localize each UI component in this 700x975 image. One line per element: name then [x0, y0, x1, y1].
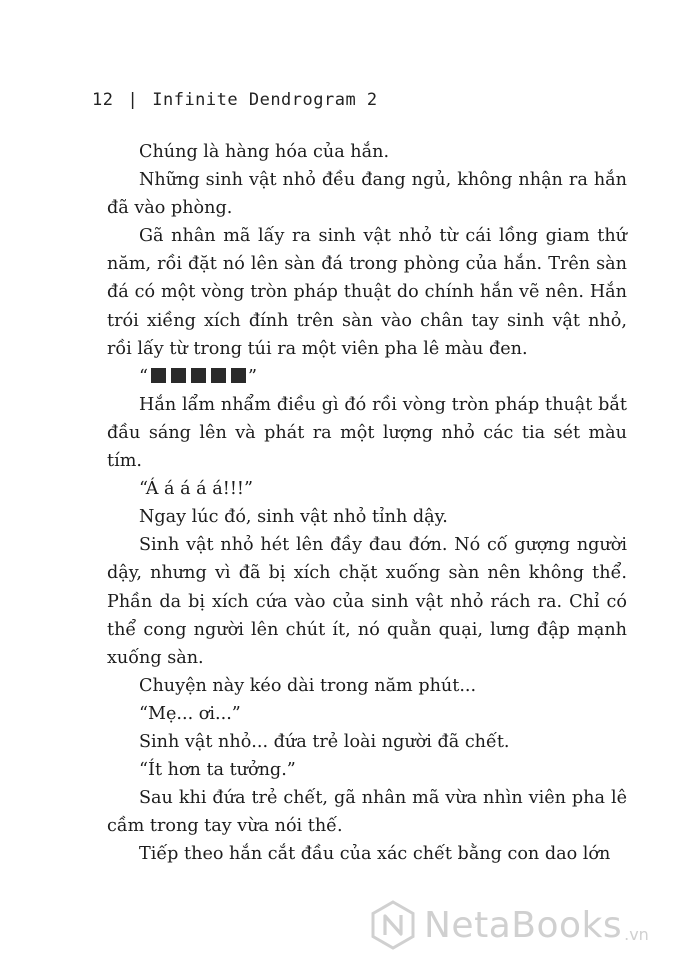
paragraph: Hắn lẩm nhẩm điều gì đó rồi vòng tròn pháp thuật bắt đầu sáng lên và phát ra một lượng nhỏ các tia sét màu tím.	[107, 394, 627, 472]
redaction-block	[211, 368, 226, 383]
paragraph: Gã nhân mã lấy ra sinh vật nhỏ từ cái lồng giam thứ năm, rồi đặt nó lên sàn đá trong phòng của hắn. Trên sàn đá có một vòng tròn pháp thuật do chính hắn vẽ nên. Hắn trói xiềng xích đính trên sàn vào chân tay sinh vật nhỏ, rồi lấy từ trong túi ra một viên pha lê màu đen.	[107, 226, 627, 359]
redaction-blocks	[148, 367, 248, 387]
paragraph: “Mẹ... ơi...”	[139, 703, 241, 724]
book-title: Infinite Dendrogram 2	[152, 90, 378, 110]
redaction-block	[191, 368, 206, 383]
paragraph: Chuyện này kéo dài trong năm phút...	[139, 675, 477, 696]
redaction-block	[231, 368, 246, 383]
publisher-watermark	[370, 900, 649, 950]
running-header	[92, 90, 378, 110]
watermark-suffix: .vn	[624, 925, 649, 944]
paragraph: “Ít hơn ta tưởng.”	[139, 760, 296, 781]
redacted-quote	[107, 363, 627, 391]
redaction-block	[151, 368, 166, 383]
paragraph: Chúng là hàng hóa của hắn.	[139, 142, 390, 162]
paragraph: Tiếp theo hắn cắt đầu của xác chết bằng con dao lớn	[139, 844, 611, 865]
paragraph: Những sinh vật nhỏ đều đang ngủ, không nhận ra hắn đã vào phòng.	[107, 170, 627, 219]
paragraph: “Á á á á á!!!”	[139, 479, 253, 500]
quote-open: “	[139, 366, 148, 387]
paragraph: Sau khi đứa trẻ chết, gã nhân mã vừa nhìn viên pha lê cầm trong tay vừa nói thế.	[107, 788, 627, 837]
paragraph: Ngay lúc đó, sinh vật nhỏ tỉnh dậy.	[139, 507, 448, 528]
netabooks-logo-icon	[370, 900, 416, 950]
paragraph: Sinh vật nhỏ... đứa trẻ loài người đã chết.	[139, 731, 510, 752]
header-separator: |	[127, 90, 139, 110]
redaction-block	[171, 368, 186, 383]
paragraph: Sinh vật nhỏ hét lên đầy đau đớn. Nó cố gượng người dậy, nhưng vì đã bị xích chặt xuống sàn nên không thể. Phần da bị xích cứa vào của sinh vật nhỏ rách ra. Chỉ có thể cong người lên chút ít, nó quằn quại, lưng đập mạnh xuống sàn.	[107, 535, 627, 668]
watermark-brand: NetaBooks	[424, 904, 623, 946]
quote-close: ”	[248, 366, 257, 387]
page-body	[107, 138, 627, 868]
page-number: 12	[92, 90, 114, 110]
